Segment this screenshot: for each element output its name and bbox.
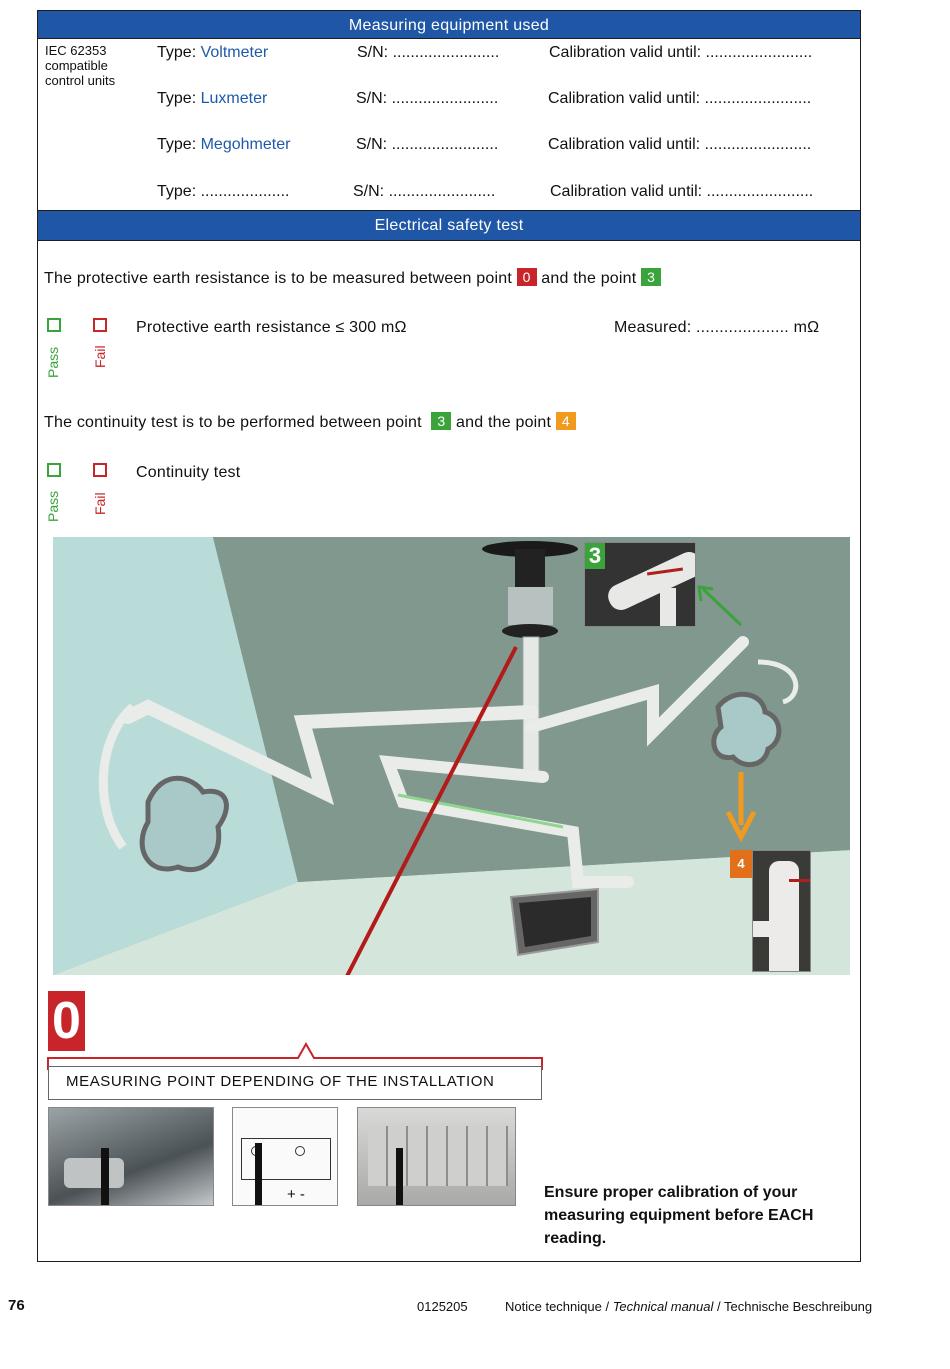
equipment-row-1-type bbox=[157, 44, 268, 62]
callout-3-photo bbox=[584, 542, 696, 627]
equipment-row-1-sn: S/N: ........................ bbox=[357, 44, 500, 61]
type-label: Type: bbox=[157, 44, 197, 61]
point-3-badge: 3 bbox=[641, 268, 661, 286]
point-0-badge: 0 bbox=[517, 268, 537, 286]
equipment-row-3-type: Type: Megohmeter bbox=[157, 136, 291, 153]
equipment-row-1-calib: Calibration valid until: ........................ bbox=[549, 44, 813, 61]
pass-label-continuity: Pass bbox=[45, 490, 61, 522]
page-number: 76 bbox=[8, 1297, 25, 1314]
point-3-badge: 3 bbox=[431, 412, 451, 430]
scene-svg bbox=[53, 537, 850, 975]
equipment-row-3-sn: S/N: ........................ bbox=[356, 136, 499, 153]
equipment-row-2-calib: Calibration valid until: ........................ bbox=[548, 90, 812, 107]
fail-checkbox-continuity[interactable] bbox=[93, 463, 107, 477]
equipment-row-3-calib: Calibration valid until: ........................ bbox=[548, 136, 812, 153]
calibration-note: Ensure proper calibration of your measuring equipment before EACH reading. bbox=[544, 1184, 814, 1247]
doc-number: 0125205 bbox=[417, 1299, 468, 1314]
pass-checkbox-continuity[interactable] bbox=[47, 463, 61, 477]
safety-header: Electrical safety test bbox=[37, 210, 861, 241]
equipment-row-4-sn: S/N: ........................ bbox=[353, 183, 496, 200]
point-0-large-badge: 0 bbox=[48, 991, 85, 1051]
measuring-point-label: MEASURING POINT DEPENDING OF THE INSTALLATION bbox=[48, 1066, 542, 1100]
earth-check-label: Protective earth resistance ≤ 300 mΩ bbox=[136, 319, 407, 336]
point-4-badge: 4 bbox=[556, 412, 576, 430]
measuring-photo-1 bbox=[48, 1107, 214, 1206]
operating-room-illustration bbox=[53, 537, 850, 975]
measuring-photo-3 bbox=[357, 1107, 516, 1206]
equipment-row-2-sn: S/N: ........................ bbox=[356, 90, 499, 107]
pass-checkbox-earth[interactable] bbox=[47, 318, 61, 332]
fail-label-continuity: Fail bbox=[92, 492, 108, 515]
fail-checkbox-earth[interactable] bbox=[93, 318, 107, 332]
measured-field: Measured: .................... mΩ bbox=[614, 319, 820, 336]
equipment-header: Measuring equipment used bbox=[37, 10, 861, 39]
pass-label-earth: Pass bbox=[45, 346, 61, 378]
callout-3-badge: 3 bbox=[585, 543, 605, 569]
continuity-instruction: The continuity test is to be performed between point 3 and the point 4 bbox=[44, 412, 576, 432]
equipment-side-label: IEC 62353 compatible control units bbox=[45, 43, 116, 88]
equipment-row-4-type: Type: .................... bbox=[157, 183, 290, 200]
earth-instruction: The protective earth resistance is to be measured between point 0 and the point 3 bbox=[44, 268, 661, 288]
type-value: Voltmeter bbox=[200, 44, 269, 61]
terminal-symbols: + - bbox=[287, 1186, 305, 1203]
callout-4-photo bbox=[752, 850, 811, 972]
equipment-row-2-type: Type: Luxmeter bbox=[157, 90, 268, 107]
equipment-row-4-calib: Calibration valid until: ........................ bbox=[550, 183, 814, 200]
manual-title: Notice technique / Technical manual / Technische Beschreibung bbox=[505, 1299, 873, 1314]
fail-label-earth: Fail bbox=[92, 345, 108, 368]
measuring-photo-2 bbox=[232, 1107, 338, 1206]
continuity-check-label: Continuity test bbox=[136, 464, 241, 481]
callout-4-badge: 4 bbox=[730, 850, 752, 878]
